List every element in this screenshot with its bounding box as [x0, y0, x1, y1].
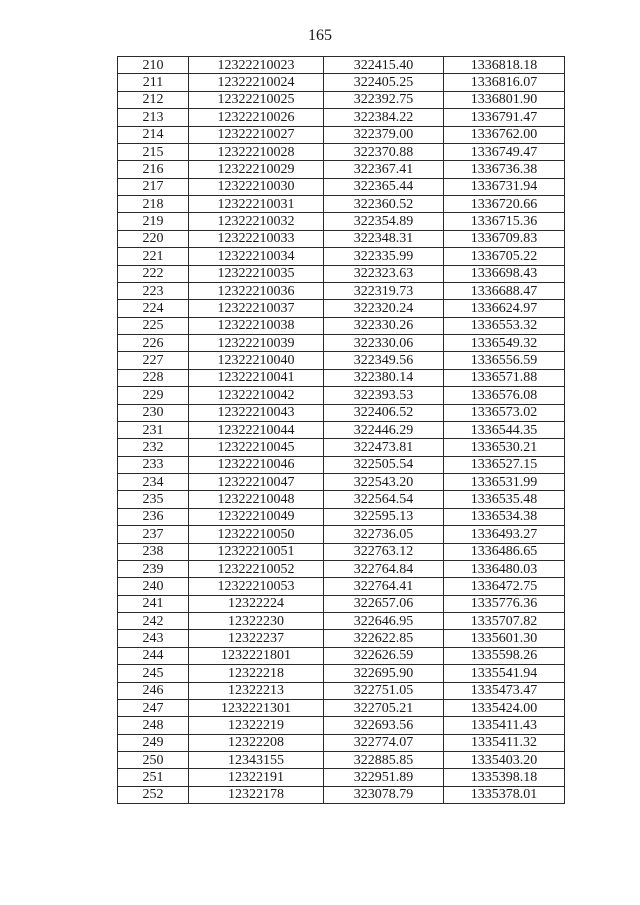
- point-id-cell: 12322210044: [189, 421, 324, 438]
- y-coordinate-cell: 1336535.48: [444, 491, 565, 508]
- y-coordinate-cell: 1335707.82: [444, 613, 565, 630]
- point-id-cell: 12322210035: [189, 265, 324, 282]
- y-coordinate-cell: 1336472.75: [444, 578, 565, 595]
- x-coordinate-cell: 322415.40: [324, 57, 444, 74]
- table-row: [118, 404, 565, 421]
- table-row: [118, 161, 565, 178]
- x-coordinate-cell: 322763.12: [324, 543, 444, 560]
- point-id-cell: 12322210053: [189, 578, 324, 595]
- y-coordinate-cell: 1336749.47: [444, 143, 565, 160]
- row-index-cell: 247: [118, 699, 189, 716]
- point-id-cell: 12322210042: [189, 387, 324, 404]
- y-coordinate-cell: 1336731.94: [444, 178, 565, 195]
- table-row: [118, 74, 565, 91]
- point-id-cell: 12322224: [189, 595, 324, 612]
- page-number: 165: [308, 27, 332, 44]
- y-coordinate-cell: 1335378.01: [444, 786, 565, 803]
- x-coordinate-cell: 323078.79: [324, 786, 444, 803]
- table-row: [118, 143, 565, 160]
- point-id-cell: 12322210052: [189, 560, 324, 577]
- y-coordinate-cell: 1336571.88: [444, 369, 565, 386]
- x-coordinate-cell: 322446.29: [324, 421, 444, 438]
- table-row: [118, 282, 565, 299]
- y-coordinate-cell: 1336762.00: [444, 126, 565, 143]
- table-row: [118, 699, 565, 716]
- point-id-cell: 12322210050: [189, 526, 324, 543]
- y-coordinate-cell: 1336531.99: [444, 474, 565, 491]
- table-row: [118, 335, 565, 352]
- y-coordinate-cell: 1336624.97: [444, 300, 565, 317]
- table-row: [118, 109, 565, 126]
- point-id-cell: 12322210023: [189, 57, 324, 74]
- x-coordinate-cell: 322380.14: [324, 369, 444, 386]
- point-id-cell: 12322210029: [189, 161, 324, 178]
- table-row: [118, 665, 565, 682]
- row-index-cell: 244: [118, 647, 189, 664]
- y-coordinate-cell: 1336493.27: [444, 526, 565, 543]
- table-row: [118, 578, 565, 595]
- row-index-cell: 243: [118, 630, 189, 647]
- point-id-cell: 12322210048: [189, 491, 324, 508]
- x-coordinate-cell: 322736.05: [324, 526, 444, 543]
- row-index-cell: 246: [118, 682, 189, 699]
- y-coordinate-cell: 1336534.38: [444, 508, 565, 525]
- point-id-cell: 12322210034: [189, 248, 324, 265]
- x-coordinate-cell: 322473.81: [324, 439, 444, 456]
- point-id-cell: 12322210027: [189, 126, 324, 143]
- row-index-cell: 210: [118, 57, 189, 74]
- table-row: [118, 265, 565, 282]
- y-coordinate-cell: 1336715.36: [444, 213, 565, 230]
- x-coordinate-cell: 322646.95: [324, 613, 444, 630]
- table-row: [118, 369, 565, 386]
- x-coordinate-cell: 322705.21: [324, 699, 444, 716]
- table-row: [118, 230, 565, 247]
- y-coordinate-cell: 1336720.66: [444, 196, 565, 213]
- y-coordinate-cell: 1335601.30: [444, 630, 565, 647]
- x-coordinate-cell: 322319.73: [324, 282, 444, 299]
- point-id-cell: 12322210031: [189, 196, 324, 213]
- table-row: [118, 613, 565, 630]
- x-coordinate-cell: 322693.56: [324, 717, 444, 734]
- y-coordinate-cell: 1336549.32: [444, 335, 565, 352]
- x-coordinate-cell: 322384.22: [324, 109, 444, 126]
- table-row: [118, 543, 565, 560]
- row-index-cell: 249: [118, 734, 189, 751]
- x-coordinate-cell: 322335.99: [324, 248, 444, 265]
- point-id-cell: 12322210038: [189, 317, 324, 334]
- y-coordinate-cell: 1336486.65: [444, 543, 565, 560]
- row-index-cell: 216: [118, 161, 189, 178]
- table-row: [118, 456, 565, 473]
- y-coordinate-cell: 1335776.36: [444, 595, 565, 612]
- point-id-cell: 12322210045: [189, 439, 324, 456]
- x-coordinate-cell: 322764.41: [324, 578, 444, 595]
- table-row: [118, 91, 565, 108]
- point-id-cell: 12322210037: [189, 300, 324, 317]
- y-coordinate-cell: 1336556.59: [444, 352, 565, 369]
- point-id-cell: 12322210033: [189, 230, 324, 247]
- y-coordinate-cell: 1335403.20: [444, 752, 565, 769]
- y-coordinate-cell: 1336801.90: [444, 91, 565, 108]
- x-coordinate-cell: 322360.52: [324, 196, 444, 213]
- y-coordinate-cell: 1336736.38: [444, 161, 565, 178]
- point-id-cell: 12322210030: [189, 178, 324, 195]
- table-row: [118, 526, 565, 543]
- x-coordinate-cell: 322406.52: [324, 404, 444, 421]
- x-coordinate-cell: 322330.06: [324, 335, 444, 352]
- row-index-cell: 225: [118, 317, 189, 334]
- row-index-cell: 235: [118, 491, 189, 508]
- table-row: [118, 474, 565, 491]
- row-index-cell: 230: [118, 404, 189, 421]
- table-row: [118, 682, 565, 699]
- row-index-cell: 233: [118, 456, 189, 473]
- table-row: [118, 717, 565, 734]
- row-index-cell: 211: [118, 74, 189, 91]
- point-id-cell: 12343155: [189, 752, 324, 769]
- row-index-cell: 226: [118, 335, 189, 352]
- row-index-cell: 228: [118, 369, 189, 386]
- table-row: [118, 352, 565, 369]
- x-coordinate-cell: 322393.53: [324, 387, 444, 404]
- y-coordinate-cell: 1336544.35: [444, 421, 565, 438]
- x-coordinate-cell: 322354.89: [324, 213, 444, 230]
- x-coordinate-cell: 322751.05: [324, 682, 444, 699]
- row-index-cell: 219: [118, 213, 189, 230]
- table-row: [118, 786, 565, 803]
- row-index-cell: 218: [118, 196, 189, 213]
- table-row: [118, 560, 565, 577]
- table-row: [118, 57, 565, 74]
- table-row: [118, 178, 565, 195]
- y-coordinate-cell: 1335473.47: [444, 682, 565, 699]
- y-coordinate-cell: 1335424.00: [444, 699, 565, 716]
- x-coordinate-cell: 322695.90: [324, 665, 444, 682]
- point-id-cell: 12322210024: [189, 74, 324, 91]
- table-row: [118, 300, 565, 317]
- y-coordinate-cell: 1336791.47: [444, 109, 565, 126]
- row-index-cell: 239: [118, 560, 189, 577]
- y-coordinate-cell: 1335598.26: [444, 647, 565, 664]
- row-index-cell: 232: [118, 439, 189, 456]
- table-row: [118, 421, 565, 438]
- y-coordinate-cell: 1336688.47: [444, 282, 565, 299]
- table-row: [118, 734, 565, 751]
- row-index-cell: 250: [118, 752, 189, 769]
- x-coordinate-cell: 322320.24: [324, 300, 444, 317]
- y-coordinate-cell: 1336480.03: [444, 560, 565, 577]
- y-coordinate-cell: 1335411.32: [444, 734, 565, 751]
- x-coordinate-cell: 322365.44: [324, 178, 444, 195]
- row-index-cell: 234: [118, 474, 189, 491]
- point-id-cell: 12322210028: [189, 143, 324, 160]
- table-row: [118, 439, 565, 456]
- row-index-cell: 213: [118, 109, 189, 126]
- point-id-cell: 12322237: [189, 630, 324, 647]
- row-index-cell: 214: [118, 126, 189, 143]
- row-index-cell: 252: [118, 786, 189, 803]
- row-index-cell: 224: [118, 300, 189, 317]
- point-id-cell: 12322210039: [189, 335, 324, 352]
- x-coordinate-cell: 322595.13: [324, 508, 444, 525]
- point-id-cell: 12322210025: [189, 91, 324, 108]
- x-coordinate-cell: 322323.63: [324, 265, 444, 282]
- y-coordinate-cell: 1335541.94: [444, 665, 565, 682]
- x-coordinate-cell: 322626.59: [324, 647, 444, 664]
- point-id-cell: 1232221301: [189, 699, 324, 716]
- x-coordinate-cell: 322543.20: [324, 474, 444, 491]
- table-row: [118, 647, 565, 664]
- y-coordinate-cell: 1335398.18: [444, 769, 565, 786]
- point-id-cell: 12322210051: [189, 543, 324, 560]
- y-coordinate-cell: 1336573.02: [444, 404, 565, 421]
- y-coordinate-cell: 1336576.08: [444, 387, 565, 404]
- y-coordinate-cell: 1336553.32: [444, 317, 565, 334]
- y-coordinate-cell: 1335411.43: [444, 717, 565, 734]
- x-coordinate-cell: 322505.54: [324, 456, 444, 473]
- y-coordinate-cell: 1336527.15: [444, 456, 565, 473]
- point-id-cell: 12322210032: [189, 213, 324, 230]
- row-index-cell: 240: [118, 578, 189, 595]
- x-coordinate-cell: 322622.85: [324, 630, 444, 647]
- row-index-cell: 221: [118, 248, 189, 265]
- row-index-cell: 217: [118, 178, 189, 195]
- y-coordinate-cell: 1336705.22: [444, 248, 565, 265]
- table-row: [118, 387, 565, 404]
- y-coordinate-cell: 1336698.43: [444, 265, 565, 282]
- y-coordinate-cell: 1336530.21: [444, 439, 565, 456]
- row-index-cell: 227: [118, 352, 189, 369]
- row-index-cell: 237: [118, 526, 189, 543]
- x-coordinate-cell: 322370.88: [324, 143, 444, 160]
- x-coordinate-cell: 322774.07: [324, 734, 444, 751]
- table-row: [118, 196, 565, 213]
- row-index-cell: 223: [118, 282, 189, 299]
- x-coordinate-cell: 322330.26: [324, 317, 444, 334]
- x-coordinate-cell: 322367.41: [324, 161, 444, 178]
- table-body: [118, 57, 565, 804]
- x-coordinate-cell: 322348.31: [324, 230, 444, 247]
- table-row: [118, 752, 565, 769]
- table-row: [118, 595, 565, 612]
- point-id-cell: 12322213: [189, 682, 324, 699]
- row-index-cell: 236: [118, 508, 189, 525]
- table-row: [118, 630, 565, 647]
- coordinates-table: [117, 56, 565, 804]
- row-index-cell: 242: [118, 613, 189, 630]
- x-coordinate-cell: 322951.89: [324, 769, 444, 786]
- point-id-cell: 12322210036: [189, 282, 324, 299]
- point-id-cell: 1232221801: [189, 647, 324, 664]
- row-index-cell: 238: [118, 543, 189, 560]
- row-index-cell: 241: [118, 595, 189, 612]
- row-index-cell: 229: [118, 387, 189, 404]
- table-row: [118, 248, 565, 265]
- table-row: [118, 317, 565, 334]
- row-index-cell: 251: [118, 769, 189, 786]
- row-index-cell: 245: [118, 665, 189, 682]
- point-id-cell: 12322210041: [189, 369, 324, 386]
- row-index-cell: 220: [118, 230, 189, 247]
- x-coordinate-cell: 322764.84: [324, 560, 444, 577]
- table-row: [118, 213, 565, 230]
- table-row: [118, 126, 565, 143]
- table-row: [118, 769, 565, 786]
- x-coordinate-cell: 322885.85: [324, 752, 444, 769]
- row-index-cell: 215: [118, 143, 189, 160]
- point-id-cell: 12322178: [189, 786, 324, 803]
- x-coordinate-cell: 322564.54: [324, 491, 444, 508]
- x-coordinate-cell: 322379.00: [324, 126, 444, 143]
- y-coordinate-cell: 1336818.18: [444, 57, 565, 74]
- x-coordinate-cell: 322405.25: [324, 74, 444, 91]
- point-id-cell: 12322210047: [189, 474, 324, 491]
- point-id-cell: 12322191: [189, 769, 324, 786]
- point-id-cell: 12322210040: [189, 352, 324, 369]
- point-id-cell: 12322219: [189, 717, 324, 734]
- point-id-cell: 12322230: [189, 613, 324, 630]
- row-index-cell: 222: [118, 265, 189, 282]
- table-row: [118, 491, 565, 508]
- y-coordinate-cell: 1336709.83: [444, 230, 565, 247]
- table-row: [118, 508, 565, 525]
- x-coordinate-cell: 322392.75: [324, 91, 444, 108]
- x-coordinate-cell: 322349.56: [324, 352, 444, 369]
- point-id-cell: 12322210049: [189, 508, 324, 525]
- point-id-cell: 12322208: [189, 734, 324, 751]
- row-index-cell: 212: [118, 91, 189, 108]
- point-id-cell: 12322210043: [189, 404, 324, 421]
- point-id-cell: 12322210046: [189, 456, 324, 473]
- row-index-cell: 248: [118, 717, 189, 734]
- row-index-cell: 231: [118, 421, 189, 438]
- x-coordinate-cell: 322657.06: [324, 595, 444, 612]
- point-id-cell: 12322210026: [189, 109, 324, 126]
- point-id-cell: 12322218: [189, 665, 324, 682]
- y-coordinate-cell: 1336816.07: [444, 74, 565, 91]
